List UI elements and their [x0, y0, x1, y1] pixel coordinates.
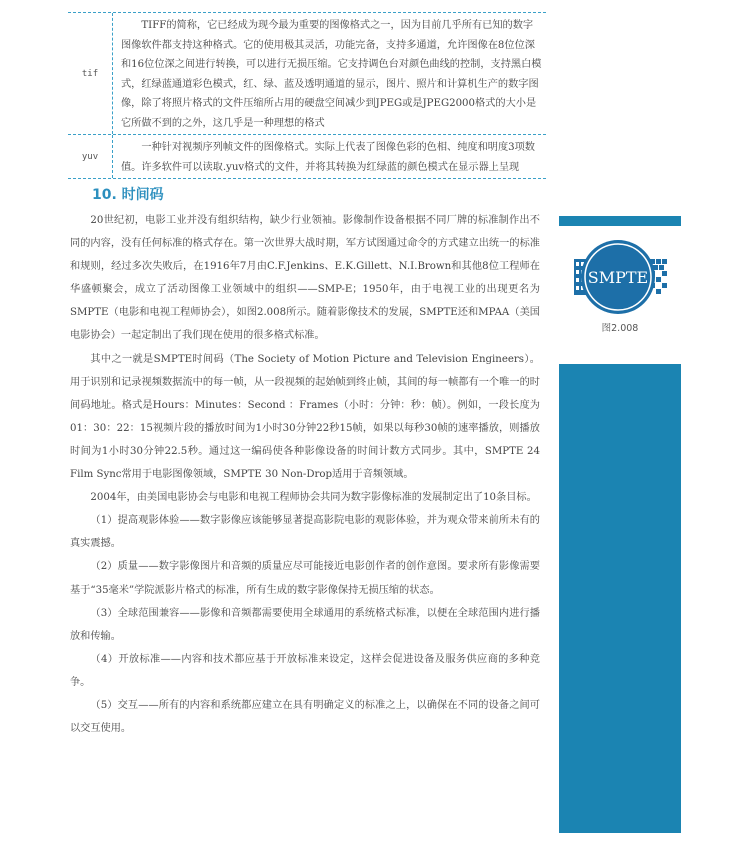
table-row — [68, 13, 546, 135]
sidebar-block — [559, 364, 681, 833]
paragraph: （5）交互——所有的内容和系统都应建立在具有明确定义的标准之上，以确保在不同的设备之间可以交互使用。 — [70, 699, 540, 735]
figure-caption: 图2.008 — [601, 323, 639, 334]
smpte-logo — [572, 237, 668, 317]
section-title: 10. 时间码 — [92, 187, 164, 203]
paragraph: （3）全球范围兼容——影像和音频都需要使用全球通用的系统格式标准，以便在全球范围内进行播放和传输。 — [70, 607, 540, 642]
body-text — [70, 209, 540, 740]
sidebar-accent-bar — [559, 216, 681, 226]
format-description: 一种针对视频序列帧文件的图像格式。实际上代表了图像色彩的色相、纯度和明度3项数值。许多软件可以读取.yuv格式的文件，并将其转换为红绿蓝的颜色模式在显示器上呈现 — [121, 142, 535, 173]
paragraph: 2004年，由美国电影协会与电影和电视工程师协会共同为数字影像标准的发展制定出了10条目标。 — [90, 492, 537, 504]
paragraph: 其中之一就是SMPTE时间码（The Society of Motion Picture and Television Engineers）。用于识别和记录视频数据流中的每一帧，从一段视频的起始帧到终止帧，其间的每一帧都有一个唯一的时间码地址。格式是Hours：Minutes：Second ：Frames（小时：分钟：秒：帧）。例如，一段长度为01：30：22：15视频片段的播放时间为1小时30分钟22秒15帧，如果以每秒30帧的速率播放，则播放时间为1小时30分钟22.5秒。通过这一编码使各种影像设备的时间计数方式同步。其中，SMPTE 24 Film Sync常用于电影图像领域，SMPTE 30 Non-Drop适用于音频领域。 — [70, 353, 540, 481]
table-row — [68, 135, 546, 179]
paragraph: （1）提高观影体验——数字影像应该能够显著提高影院电影的观影体验，并为观众带来前所未有的真实震撼。 — [70, 515, 540, 550]
format-key: tif — [68, 13, 113, 134]
format-description: TIFF的简称，它已经成为现今最为重要的图像格式之一，因为目前几乎所有已知的数字图像软件都支持这种格式。它的使用极其灵活，功能完备，支持多通道，允许图像在8位位深和16位位深之间进行转换，可以进行无损压缩。它支持调色台对颜色曲线的控制，支持黑白模式，红绿蓝通道彩色模式，红、绿、蓝及透明通道的显示，图片、照片和计算机生产的数字图像，除了将照片格式的文件压缩所占用的硬盘空间减少到JPEG或是JPEG2000格式的大小是它所做不到的之外，这几乎是一种理想的格式 — [121, 20, 542, 129]
format-table — [68, 12, 546, 179]
format-key: yuv — [68, 135, 113, 178]
paragraph: （2）质量——数字影像图片和音频的质量应尽可能接近电影创作者的创作意图。要求所有影像需要基于“35毫米”学院派影片格式的标准，所有生成的数字影像保持无损压缩的状态。 — [70, 561, 540, 596]
logo-text: SMPTE — [587, 268, 649, 287]
paragraph: 20世纪初，电影工业并没有组织结构，缺少行业领袖。影像制作设备根据不同厂牌的标准制作出不同的内容，没有任何标准的格式存在。第一次世界大战时期，军方试图通过命令的方式建立出统一的标准和规则，经过多次失败后，在1916年7月由C.F.Jenkins、E.K.Gillett、N.I.Brown和其他8位工程师在华盛顿聚会，成立了活动图像工业领域中的组织——SMP-E；1950年，由于电视工业的出现更名为SMPTE（电影和电视工程师协会），如图2.008所示。随着影像技术的发展，SMPTE还和MPAA（美国电影协会）一起定制出了我们现在使用的很多格式标准。 — [70, 215, 540, 342]
paragraph: （4）开放标准——内容和技术都应基于开放标准来设定，这样会促进设备及服务供应商的多种竞争。 — [70, 653, 540, 688]
